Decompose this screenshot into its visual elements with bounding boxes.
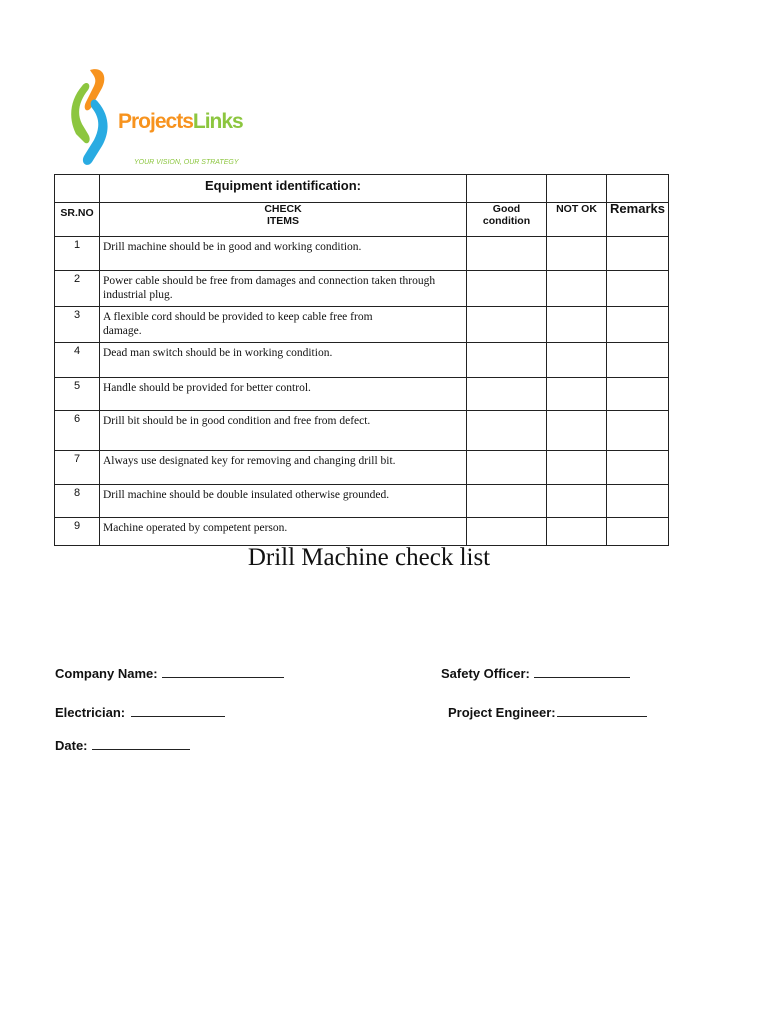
col-header-remarks: Remarks [607, 203, 669, 237]
company-name-field [55, 666, 284, 681]
table-header-row [55, 175, 669, 203]
table-row [55, 411, 669, 451]
not-ok-cell[interactable] [547, 518, 607, 546]
col-header-srno: SR.NO [55, 203, 100, 237]
header-blank-cell [547, 175, 607, 203]
remarks-cell[interactable] [607, 378, 669, 411]
remarks-cell[interactable] [607, 271, 669, 307]
good-line1: Good [492, 203, 521, 215]
not-ok-cell[interactable] [547, 343, 607, 378]
company-name-label: Company Name: [55, 666, 158, 681]
good-condition-cell[interactable] [467, 411, 547, 451]
check-item: Always use designated key for removing and changing drill bit. [100, 451, 467, 485]
col-header-check-items [100, 203, 467, 237]
not-ok-cell[interactable] [547, 307, 607, 343]
not-ok-cell[interactable] [547, 237, 607, 271]
remarks-cell[interactable] [607, 343, 669, 378]
good-condition-cell[interactable] [467, 451, 547, 485]
check-item: Dead man switch should be in working condition. [100, 343, 467, 378]
date-label: Date: [55, 738, 88, 753]
check-item: A flexible cord should be provided to keep cable free from damage. [100, 307, 467, 343]
date-field [55, 738, 190, 753]
row-number: 5 [55, 378, 100, 411]
company-logo [62, 66, 243, 174]
row-number: 7 [55, 451, 100, 485]
electrician-label: Electrician: [55, 705, 126, 720]
checklist-table [54, 174, 669, 546]
logo-mark-icon [62, 66, 122, 174]
logo-tagline: YOUR VISION, OUR STRATEGY [134, 159, 239, 166]
check-item: Drill machine should be in good and working condition. [100, 237, 467, 271]
project-engineer-field [448, 705, 647, 720]
not-ok-cell[interactable] [547, 271, 607, 307]
check-item: Handle should be provided for better control. [100, 378, 467, 411]
column-header-row [55, 203, 669, 237]
good-condition-cell[interactable] [467, 485, 547, 518]
electrician-field [55, 705, 225, 720]
col-header-not-ok: NOT OK [547, 203, 607, 237]
row-number: 4 [55, 343, 100, 378]
date-line[interactable] [92, 739, 190, 750]
remarks-cell[interactable] [607, 485, 669, 518]
header-blank-cell [55, 175, 100, 203]
not-ok-cell[interactable] [547, 411, 607, 451]
logo-wordmark: ProjectsLinks [118, 110, 243, 133]
table-row [55, 518, 669, 546]
safety-officer-field [441, 666, 630, 681]
project-engineer-line[interactable] [557, 706, 647, 717]
good-line2: condition [482, 215, 531, 227]
remarks-cell[interactable] [607, 451, 669, 485]
table-row [55, 451, 669, 485]
safety-officer-label: Safety Officer: [441, 666, 530, 681]
equipment-id-field[interactable] [467, 175, 547, 203]
row-number: 8 [55, 485, 100, 518]
remarks-cell[interactable] [607, 307, 669, 343]
not-ok-cell[interactable] [547, 485, 607, 518]
safety-officer-line[interactable] [534, 667, 630, 678]
col-header-good-condition [467, 203, 547, 237]
header-blank-cell [607, 175, 669, 203]
table-row [55, 271, 669, 307]
row-number: 1 [55, 237, 100, 271]
good-condition-cell[interactable] [467, 378, 547, 411]
remarks-cell[interactable] [607, 518, 669, 546]
good-condition-cell[interactable] [467, 518, 547, 546]
remarks-cell[interactable] [607, 411, 669, 451]
good-condition-cell[interactable] [467, 237, 547, 271]
table-row [55, 343, 669, 378]
check-item: Machine operated by competent person. [100, 518, 467, 546]
row-number: 3 [55, 307, 100, 343]
row-number: 2 [55, 271, 100, 307]
equipment-identification-label: Equipment identification: [100, 175, 467, 203]
table-row [55, 485, 669, 518]
check-item: Drill bit should be in good condition and free from defect. [100, 411, 467, 451]
document-title: Drill Machine check list [247, 544, 491, 571]
check-item: Drill machine should be double insulated otherwise grounded. [100, 485, 467, 518]
table-row [55, 378, 669, 411]
table-row [55, 307, 669, 343]
project-engineer-label: Project Engineer: [448, 705, 556, 720]
check-line2: ITEMS [266, 215, 300, 227]
good-condition-cell[interactable] [467, 307, 547, 343]
row-number: 6 [55, 411, 100, 451]
not-ok-cell[interactable] [547, 451, 607, 485]
table-row [55, 237, 669, 271]
good-condition-cell[interactable] [467, 343, 547, 378]
electrician-line[interactable] [131, 706, 225, 717]
good-condition-cell[interactable] [467, 271, 547, 307]
company-name-line[interactable] [162, 667, 284, 678]
not-ok-cell[interactable] [547, 378, 607, 411]
row-number: 9 [55, 518, 100, 546]
remarks-cell[interactable] [607, 237, 669, 271]
check-line1: CHECK [264, 203, 302, 215]
check-item: Power cable should be free from damages and connection taken through industrial plug. [100, 271, 467, 307]
